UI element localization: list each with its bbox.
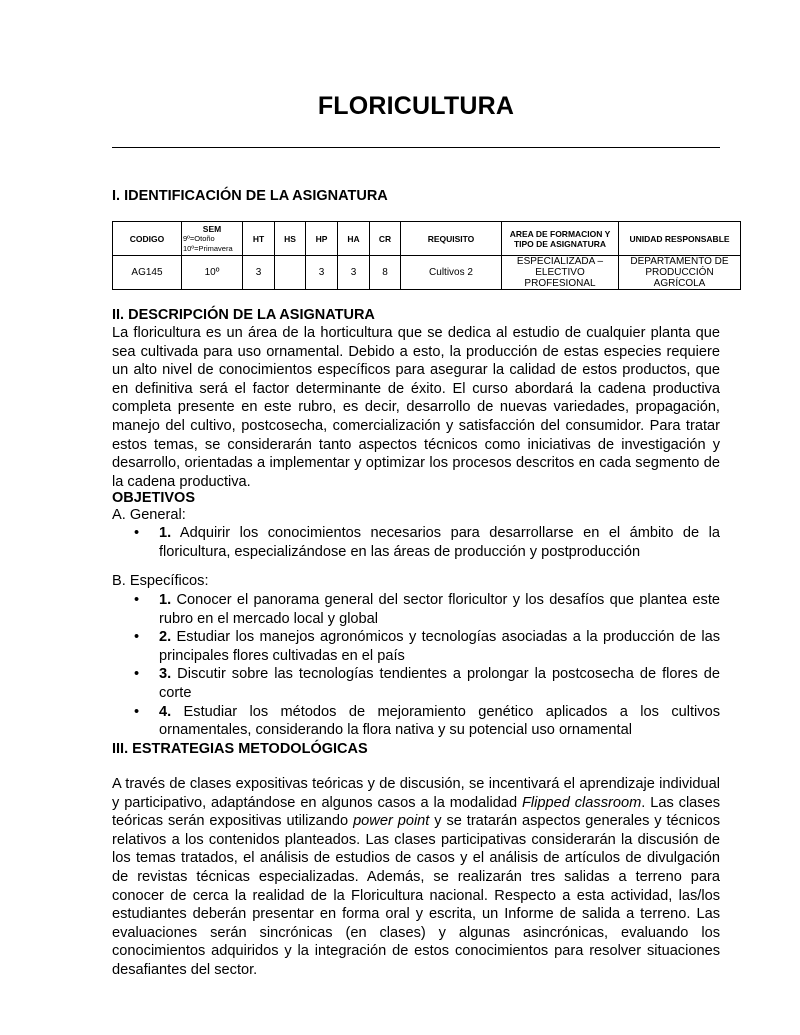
general-objectives-list bbox=[112, 524, 720, 561]
specific-objectives-list bbox=[112, 591, 720, 740]
list-item bbox=[112, 665, 720, 702]
objective-text: Adquirir los conocimientos necesarios para desarrollarse en el ámbito de la floricultura, especializándose en las áreas de producción y postproducción bbox=[159, 525, 721, 560]
cell-sem: 10º bbox=[182, 256, 243, 290]
list-item bbox=[112, 591, 720, 628]
methodology-italic-flipped: Flipped classroom bbox=[522, 794, 642, 811]
bullet-icon: • bbox=[134, 666, 140, 683]
header-hs: HS bbox=[275, 222, 306, 256]
cell-area: ESPECIALIZADA – ELECTIVO PROFESIONAL bbox=[502, 256, 619, 290]
bullet-icon: • bbox=[134, 703, 140, 720]
header-area: AREA DE FORMACION Y TIPO DE ASIGNATURA bbox=[502, 222, 619, 256]
objective-number: 1. bbox=[159, 592, 172, 608]
header-sem bbox=[182, 222, 243, 256]
objective-text: Estudiar los manejos agronómicos y tecnologías asociadas a la producción de las principales flores cultivadas en el país bbox=[159, 629, 720, 664]
header-ht: HT bbox=[243, 222, 275, 256]
methodology-paragraph bbox=[112, 775, 720, 980]
header-ha: HA bbox=[338, 222, 370, 256]
objective-text: Conocer el panorama general del sector floricultor y los desafíos que plantea este rubro en el mercado local y global bbox=[159, 592, 720, 627]
section1-heading: I. IDENTIFICACIÓN DE LA ASIGNATURA bbox=[112, 188, 388, 204]
page-title: FLORICULTURA bbox=[317, 92, 515, 120]
general-label: A. General: bbox=[112, 507, 186, 523]
header-hp: HP bbox=[306, 222, 338, 256]
cell-requisito: Cultivos 2 bbox=[401, 256, 502, 290]
section2-heading: II. DESCRIPCIÓN DE LA ASIGNATURA bbox=[112, 307, 375, 323]
objective-number: 1. bbox=[159, 525, 172, 541]
objective-text: Estudiar los métodos de mejoramiento genético aplicados a los cultivos ornamentales, considerando la flora nativa y su potencial uso ornamental bbox=[159, 703, 720, 739]
objective-number: 2. bbox=[159, 629, 172, 646]
objective-text: Discutir sobre las tecnologías tendientes a prolongar la postcosecha de flores de corte bbox=[159, 666, 720, 701]
cell-hs bbox=[275, 256, 306, 290]
list-item bbox=[112, 524, 720, 561]
objective-number: 4. bbox=[159, 703, 172, 720]
description-paragraph: La floricultura es un área de la horticultura que se dedica al estudio de cualquier planta que sea cultivada para uso ornamental. Debido a esto, la producción de estas especies requiere un alto nivel de conocimientos específicos para asegurar la calidad de estos productos, que en definitiva será el factor determinante de éxito. El curso abordará la cadena productiva completa presente en este rubro, es decir, desarrollo de nuevas variedades, propagación, manejo del cultivo, postcosecha, comercialización y satisfacción del consumidor. Para tratar estos temas, se considerarán tanto aspectos técnicos como iniciativas de investigación y desarrollo, orientadas a implementar y optimizar los procesos descritos en cada segmento de la cadena productiva. bbox=[112, 325, 720, 490]
header-codigo: CODIGO bbox=[113, 222, 182, 256]
identification-table bbox=[112, 221, 741, 290]
title-divider bbox=[112, 147, 720, 148]
cell-unidad: DEPARTAMENTO DE PRODUCCIÓN AGRÍCOLA bbox=[619, 256, 741, 290]
section3-heading: III. ESTRATEGIAS METODOLÓGICAS bbox=[112, 741, 368, 757]
cell-hp: 3 bbox=[306, 256, 338, 290]
methodology-text-b: . Las clases teóricas serán expositivas utilizando bbox=[112, 794, 721, 830]
header-unidad: UNIDAD RESPONSABLE bbox=[619, 222, 741, 256]
list-item bbox=[112, 703, 720, 740]
cell-ht: 3 bbox=[243, 256, 275, 290]
methodology-text-a: A través de clases expositivas teóricas y de discusión, se incentivará el aprendizaje individual y participativo, adaptándose en algunos casos a la modalidad bbox=[112, 776, 720, 811]
bullet-icon: • bbox=[134, 629, 140, 646]
objective-number: 3. bbox=[159, 666, 172, 683]
specific-label: B. Específicos: bbox=[112, 573, 209, 589]
bullet-icon: • bbox=[134, 592, 140, 608]
table-row bbox=[113, 256, 741, 290]
header-requisito: REQUISITO bbox=[401, 222, 502, 256]
table-header-row bbox=[113, 222, 741, 256]
header-sem-label: SEM bbox=[202, 223, 222, 234]
cell-ha: 3 bbox=[338, 256, 370, 290]
objectives-heading: OBJETIVOS bbox=[112, 490, 195, 506]
list-item bbox=[112, 628, 720, 665]
methodology-italic-powerpoint: power point bbox=[353, 813, 430, 830]
methodology-text-c: y se tratarán aspectos generales y técnicos relativos a los contenidos planteados. Las clases participativas considerarán la discusión de los temas tratados, el análisis de estudios de casos y el análisis de artículos de divulgación de revistas técnicas especializadas. Además, se realizarán tres salidas a terreno para conocer de cerca la realidad de la Floricultura nacional. Respecto a esta actividad, las/los estudiantes deberán presentar en forma oral y escrita, un Informe de salida a terreno. Las evaluaciones serán sincrónicas (en clases) y algunas asincrónicas, evaluando los conocimientos adquiridos y la integración de estos conocimientos para resolver situaciones desafiantes del sector. bbox=[112, 813, 720, 978]
header-sem-spring: 10º=Primavera bbox=[183, 243, 233, 253]
header-cr: CR bbox=[370, 222, 401, 256]
header-sem-autumn: 9º=Otoño bbox=[183, 233, 215, 243]
cell-cr: 8 bbox=[370, 256, 401, 290]
cell-codigo: AG145 bbox=[113, 256, 182, 290]
bullet-icon: • bbox=[134, 525, 140, 541]
